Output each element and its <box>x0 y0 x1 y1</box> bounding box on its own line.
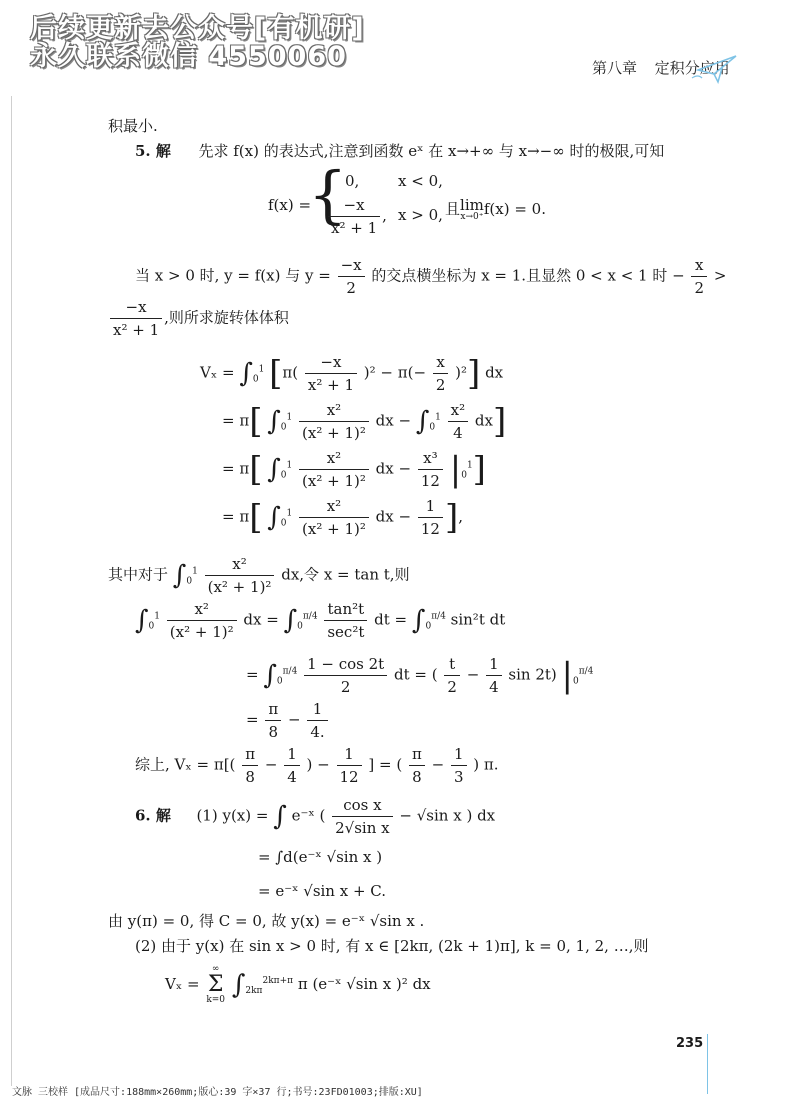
text-line: $\frac{-x}{\text{x² + 1}}$ ,则所求旋转体体积 <box>108 298 289 339</box>
case1-value: 0, <box>345 172 360 190</box>
math-line-v4: = π[ $\int_0^1$ $\frac{\text{x²}}{\text{(x² + 1)²}}$ dx − $\frac{1}{12}$ ], <box>222 497 463 538</box>
page-number: 235 <box>676 1036 704 1051</box>
case2-condition: x > 0, <box>398 206 443 224</box>
text-line: (2) 由于 y(x) 在 sin x > 0 时, 有 x ∈ [2kπ, (2k + 1)π], k = 0, 1, 2, …,则 <box>135 937 649 955</box>
math-line-s3: = $\frac{\pi}{8}$ − $\frac{1}{4.}$ <box>246 700 330 741</box>
math-line-s1: $\int_0^1$ $\frac{\text{x²}}{\text{(x² + 1)²}}$ dx = $\int_0^{\pi/4}$ $\frac{\text{tan²t}}{\text{sec²t}}$ dt = $\int_0^{\pi/4}$ sin²t dt <box>135 600 506 641</box>
math-line-v1: $V_x = \int_0^1$ [π( $\frac{-x}{\text{x² + 1}}$ )² − π(− $\frac{x}{2}$ )²] dx <box>200 353 504 394</box>
math-line-v3: = π[ $\int_0^1$ $\frac{\text{x²}}{\text{(x² + 1)²}}$ dx − $\frac{\text{x³}}{12}$ $|_0^1$] <box>222 449 486 490</box>
math-line-p6-3: = e⁻ˣ √sin x + C. <box>258 882 387 900</box>
paper-plane-icon <box>690 52 740 84</box>
left-brace: { <box>308 158 348 231</box>
page-number-rule <box>707 1034 708 1094</box>
math-line-p6-6: Vₓ = ∞ Σ k=0 $\int_{2k\pi}^{2k\pi+\pi}$ π (e⁻ˣ √sin x )² dx <box>165 964 431 1005</box>
math-line-v2: = π[ $\int_0^1$ $\frac{\text{x²}}{\text{(x² + 1)²}}$ dx − $\int_0^1$ $\frac{\text{x²}}{4}$ dx] <box>222 401 507 442</box>
summary-line: 综上, Vₓ = π[( $\frac{\pi}{8}$ − $\frac{1}{4}$ ) − $\frac{1}{12}$ ] = ( $\frac{\pi}{8}$ − $\frac{1}{3}$ ) π. <box>135 745 499 786</box>
left-margin-rule <box>11 96 12 1086</box>
watermark-line-2: 永久联系微信 4550060 <box>30 41 347 72</box>
text-line: 由 y(π) = 0, 得 C = 0, 故 y(x) = e⁻ˣ √sin x . <box>108 912 425 930</box>
case1-condition: x < 0, <box>398 172 443 190</box>
text-line: 其中对于 $\int_0^1$ $\frac{\text{x²}}{\text{(x² + 1)²}}$ dx,令 x = tan t,则 <box>108 555 410 596</box>
text-line: 当 x > 0 时, y = f(x) 与 y = $\frac{-x}{2}$ 的交点横坐标为 x = 1.且显然 0 < x < 1 时 − $\frac{x}{2}$ > <box>135 256 727 297</box>
watermark-line-1: 后续更新去公众号[有机研] <box>30 13 365 44</box>
problem-number: 5. 解 <box>135 142 171 160</box>
case2-value: $\frac{-x}{\text{x² + 1}}$ , <box>326 196 387 237</box>
f-lhs: f(x) = <box>268 196 312 214</box>
problem-5-line <box>135 140 664 161</box>
limit-expression: 且lim x→0⁺ f(x) = 0. <box>445 196 546 222</box>
problem-number: 6. 解 <box>135 806 171 825</box>
math-line-s2: = $\int_0^{\pi/4}$ $\frac{1 - \cos 2t}{2}$ dt = ( $\frac{t}{2}$ − $\frac{1}{4}$ sin 2t) $|_0^{\pi/4}$ <box>246 655 594 696</box>
chapter-title: 定积分应用 <box>654 59 730 77</box>
problem-6-line: 6. 解 (1) y(x) = ∫ e⁻ˣ ( $\frac{\text{cos x}}{\text{2√sin x}}$ − √sin x ) dx <box>135 796 496 837</box>
chapter-number: 第八章 <box>592 59 638 77</box>
text-line: 先求 f(x) 的表达式,注意到函数 eˣ 在 x→+∞ 与 x→−∞ 时的极限,可知 <box>198 142 665 160</box>
text-line: 积最小. <box>108 117 158 135</box>
print-footer: 文脉 三校样 [成品尺寸:188mm×260mm;版心:39 字×37 行;书号:23FD01003;排版:XU] <box>12 1087 423 1098</box>
math-line-p6-2: = ∫d(e⁻ˣ √sin x ) <box>258 848 383 866</box>
